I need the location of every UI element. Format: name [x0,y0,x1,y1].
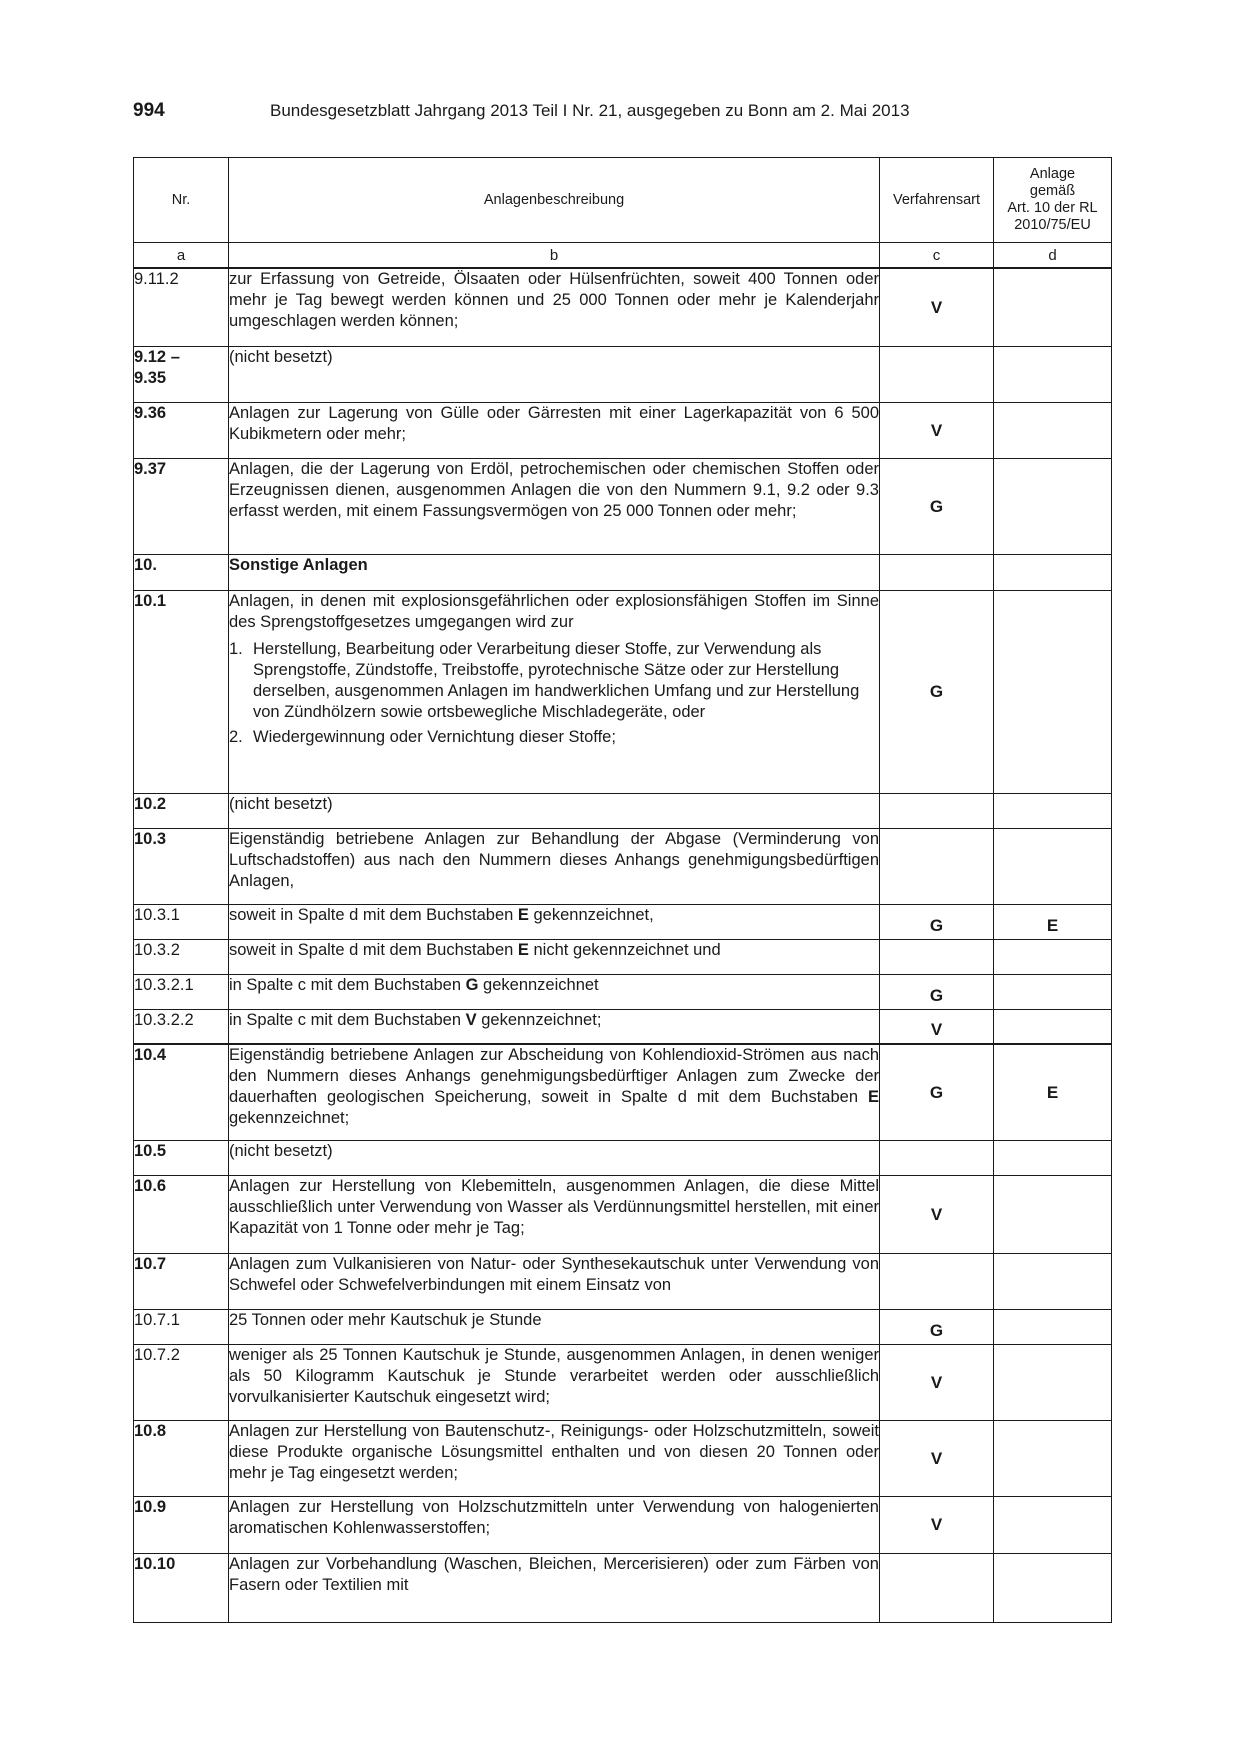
row-desc-part: soweit in Spalte d mit dem Buchstaben [229,905,518,924]
row-anlage-art10 [994,939,1112,974]
row-desc [229,590,880,793]
col-header-desc: Anlagenbeschreibung [229,158,880,243]
row-desc-letter: E [867,1088,879,1106]
col-letter-a: a [134,243,229,269]
table-row [134,1044,1112,1140]
col-letter-c: c [880,243,994,269]
row-desc-intro: Anlagen, in denen mit explosionsgefährlichen oder explosionsfähigen Stoffen im Sinne des Sprengstoffgesetzes umgegangen wird zur [229,591,879,631]
row-desc-letter: V [465,1010,477,1029]
row-verfahrensart: V [880,1009,994,1044]
table-row [134,402,1112,458]
row-anlage-art10 [994,458,1112,554]
row-desc-letter: E [517,940,529,959]
row-verfahrensart [880,793,994,828]
row-anlage-art10 [994,974,1112,1009]
row-verfahrensart: G [880,458,994,554]
row-anlage-art10: E [994,904,1112,939]
row-nr: 10.3.2.2 [134,1009,229,1044]
row-verfahrensart: V [880,402,994,458]
row-nr: 10.3 [134,828,229,904]
row-verfahrensart: V [880,268,994,346]
row-nr: 10.1 [134,590,229,793]
row-desc: Anlagen zur Lagerung von Gülle oder Gärresten mit einer Lagerkapazität von 6 500 Kubikmetern oder mehr; [229,402,880,458]
table-row [134,554,1112,590]
row-verfahrensart: V [880,1420,994,1496]
row-desc: Sonstige Anlagen [229,554,880,590]
row-desc [229,974,880,1009]
row-anlage-art10 [994,268,1112,346]
row-desc [229,1009,880,1044]
table-row [134,590,1112,793]
row-desc-part: in Spalte c mit dem Buchstaben [229,1010,466,1029]
col-header-anlage-line1: Anlage [1029,166,1076,182]
table-row [134,1253,1112,1309]
page-header [133,100,1113,126]
row-nr: 10.7.2 [134,1344,229,1420]
row-anlage-art10 [994,1309,1112,1344]
table-row [134,939,1112,974]
row-nr [134,346,229,402]
list-item-number: 1. [229,639,243,658]
row-desc [229,939,880,974]
table-row [134,793,1112,828]
row-nr: 10.9 [134,1496,229,1553]
table-row [134,1175,1112,1253]
table-row [134,904,1112,939]
row-anlage-art10 [994,793,1112,828]
row-anlage-art10 [994,1496,1112,1553]
row-verfahrensart [880,554,994,590]
row-nr: 10.3.2.1 [134,974,229,1009]
row-anlage-art10 [994,554,1112,590]
row-anlage-art10 [994,1175,1112,1253]
row-desc-part: soweit in Spalte d mit dem Buchstaben [229,940,518,959]
col-header-anlage-line3: Art. 10 der RL [1007,200,1098,216]
table-row [134,974,1112,1009]
col-header-nr: Nr. [134,158,229,243]
table-row [134,1009,1112,1044]
row-anlage-art10 [994,1553,1112,1622]
row-anlage-art10: E [994,1044,1112,1140]
anlagen-table [133,157,1112,1623]
row-verfahrensart: G [880,1309,994,1344]
col-letter-b: b [229,243,880,269]
row-desc-letter: G [465,975,479,994]
row-desc: (nicht besetzt) [229,1140,880,1175]
row-anlage-art10 [994,1344,1112,1420]
row-nr: 9.11.2 [134,268,229,346]
table-row [134,828,1112,904]
col-header-anlage-line2: gemäß [1029,183,1076,199]
col-header-anlage-line4: 2010/75/EU [1014,217,1091,233]
table-row [134,346,1112,402]
row-desc: (nicht besetzt) [229,346,880,402]
row-anlage-art10 [994,590,1112,793]
row-verfahrensart: V [880,1496,994,1553]
row-desc: Anlagen zur Herstellung von Bautenschutz-, Reinigungs- oder Holzschutzmitteln, soweit diese Produkte organische Lösungsmittel enthalten und von diesen 20 Tonnen oder mehr je Tag eingesetzt werden; [229,1420,880,1496]
row-desc: (nicht besetzt) [229,793,880,828]
row-verfahrensart: G [880,1044,994,1140]
row-nr: 10.5 [134,1140,229,1175]
row-nr: 10.4 [134,1044,229,1140]
row-nr: 10.7.1 [134,1309,229,1344]
row-desc-part: gekennzeichnet [478,975,599,994]
row-desc-part: in Spalte c mit dem Buchstaben [229,975,466,994]
row-nr: 10.3.1 [134,904,229,939]
table-row [134,1496,1112,1553]
row-desc-part: Eigenständig betriebene Anlagen zur Abscheidung von Kohlendioxid-Strömen aus nach den Nummern dieses Anhangs genehmigungsbedürftiger Anlagen zum Zwecke der dauerhaften geologischen Speicherung, soweit in Spalte d mit dem Buchstaben [229,1046,879,1106]
row-nr: 10.2 [134,793,229,828]
list-item-number: 2. [229,727,243,746]
table-row [134,1309,1112,1344]
row-desc-list [229,639,879,748]
list-item-text: Herstellung, Bearbeitung oder Verarbeitung dieser Stoffe, zur Verwendung als Sprengstoffe, Zündstoffe, Treibstoffe, pyrotechnische Sätze oder zur Herstellung derselben, ausgenommen Anlagen im handwerklichen Umfang und zur Herstellung von Zündhölzern sowie ortsbewegliche Mischladegeräte, oder [253,639,860,721]
row-verfahrensart: G [880,590,994,793]
row-nr-line1: 9.12 – [134,347,180,366]
row-verfahrensart [880,1253,994,1309]
page-number: 994 [133,100,165,121]
row-anlage-art10 [994,346,1112,402]
row-anlage-art10 [994,1253,1112,1309]
row-desc: 25 Tonnen oder mehr Kautschuk je Stunde [229,1309,880,1344]
row-desc: Anlagen zum Vulkanisieren von Natur- oder Synthesekautschuk unter Verwendung von Schwefel oder Schwefelverbindungen mit einem Einsatz von [229,1253,880,1309]
table-row [134,268,1112,346]
row-desc: Anlagen zur Herstellung von Klebemitteln, ausgenommen Anlagen, die diese Mittel ausschließlich unter Verwendung von Wasser als Verdünnungsmittel herstellen, mit einer Kapazität von 1 Tonne oder mehr je Tag; [229,1175,880,1253]
col-letter-d: d [994,243,1112,269]
row-nr: 10.7 [134,1253,229,1309]
row-anlage-art10 [994,402,1112,458]
row-anlage-art10 [994,1009,1112,1044]
row-desc: Anlagen zur Herstellung von Holzschutzmitteln unter Verwendung von halogenierten aromatischen Kohlenwasserstoffen; [229,1496,880,1553]
row-nr: 10.8 [134,1420,229,1496]
row-desc: Eigenständig betriebene Anlagen zur Behandlung der Abgase (Verminderung von Luftschadstoffen) aus nach den Nummern dieses Anhangs genehmigungsbedürftigen Anlagen, [229,828,880,904]
list-item [229,639,879,723]
row-desc-part: gekennzeichnet; [476,1010,602,1029]
row-nr: 10. [134,554,229,590]
row-desc-letter: E [517,905,529,924]
row-verfahrensart [880,939,994,974]
row-desc: Anlagen zur Vorbehandlung (Waschen, Bleichen, Mercerisieren) oder zum Färben von Fasern oder Textilien mit [229,1553,880,1622]
table-row [134,1553,1112,1622]
running-title: Bundesgesetzblatt Jahrgang 2013 Teil I Nr. 21, ausgegeben zu Bonn am 2. Mai 2013 [270,101,910,120]
table-row [134,458,1112,554]
row-desc: Anlagen, die der Lagerung von Erdöl, petrochemischen oder chemischen Stoffen oder Erzeugnissen dienen, ausgenommen Anlagen die von den Nummern 9.1, 9.2 oder 9.3 erfasst werden, mit einem Fassungsvermögen von 25 000 Tonnen oder mehr; [229,458,880,554]
col-header-verf: Verfahrensart [880,158,994,243]
table-row [134,1140,1112,1175]
row-desc: weniger als 25 Tonnen Kautschuk je Stunde, ausgenommen Anlagen, in denen weniger als 50 Kilogramm Kautschuk je Stunde verarbeitet werden oder ausschließlich vorvulkanisierter Kautschuk eingesetzt wird; [229,1344,880,1420]
row-verfahrensart: G [880,974,994,1009]
row-verfahrensart: V [880,1175,994,1253]
table-row [134,1344,1112,1420]
row-nr: 10.6 [134,1175,229,1253]
row-nr: 10.10 [134,1553,229,1622]
row-desc-part: nicht gekennzeichnet und [528,940,721,959]
row-verfahrensart: V [880,1344,994,1420]
row-desc [229,1044,880,1140]
row-verfahrensart [880,346,994,402]
row-desc-part: gekennzeichnet, [528,905,654,924]
row-desc [229,904,880,939]
row-desc: zur Erfassung von Getreide, Ölsaaten oder Hülsenfrüchten, soweit 400 Tonnen oder mehr je Tag bewegt werden können und 25 000 Tonnen oder mehr je Kalenderjahr umgeschlagen werden können; [229,268,880,346]
row-verfahrensart: G [880,904,994,939]
list-item-text: Wiedergewinnung oder Vernichtung dieser Stoffe; [253,727,616,746]
row-verfahrensart [880,1140,994,1175]
row-anlage-art10 [994,1140,1112,1175]
row-nr: 9.37 [134,458,229,554]
col-header-anlage [994,158,1112,243]
row-verfahrensart [880,1553,994,1622]
row-nr-line2: 9.35 [134,368,167,387]
row-desc-part: gekennzeichnet; [229,1109,350,1127]
row-nr: 9.36 [134,402,229,458]
list-item [229,727,879,748]
table-row [134,1420,1112,1496]
row-nr: 10.3.2 [134,939,229,974]
header-row [134,158,1112,243]
row-verfahrensart [880,828,994,904]
letter-row [134,243,1112,269]
row-anlage-art10 [994,828,1112,904]
row-anlage-art10 [994,1420,1112,1496]
